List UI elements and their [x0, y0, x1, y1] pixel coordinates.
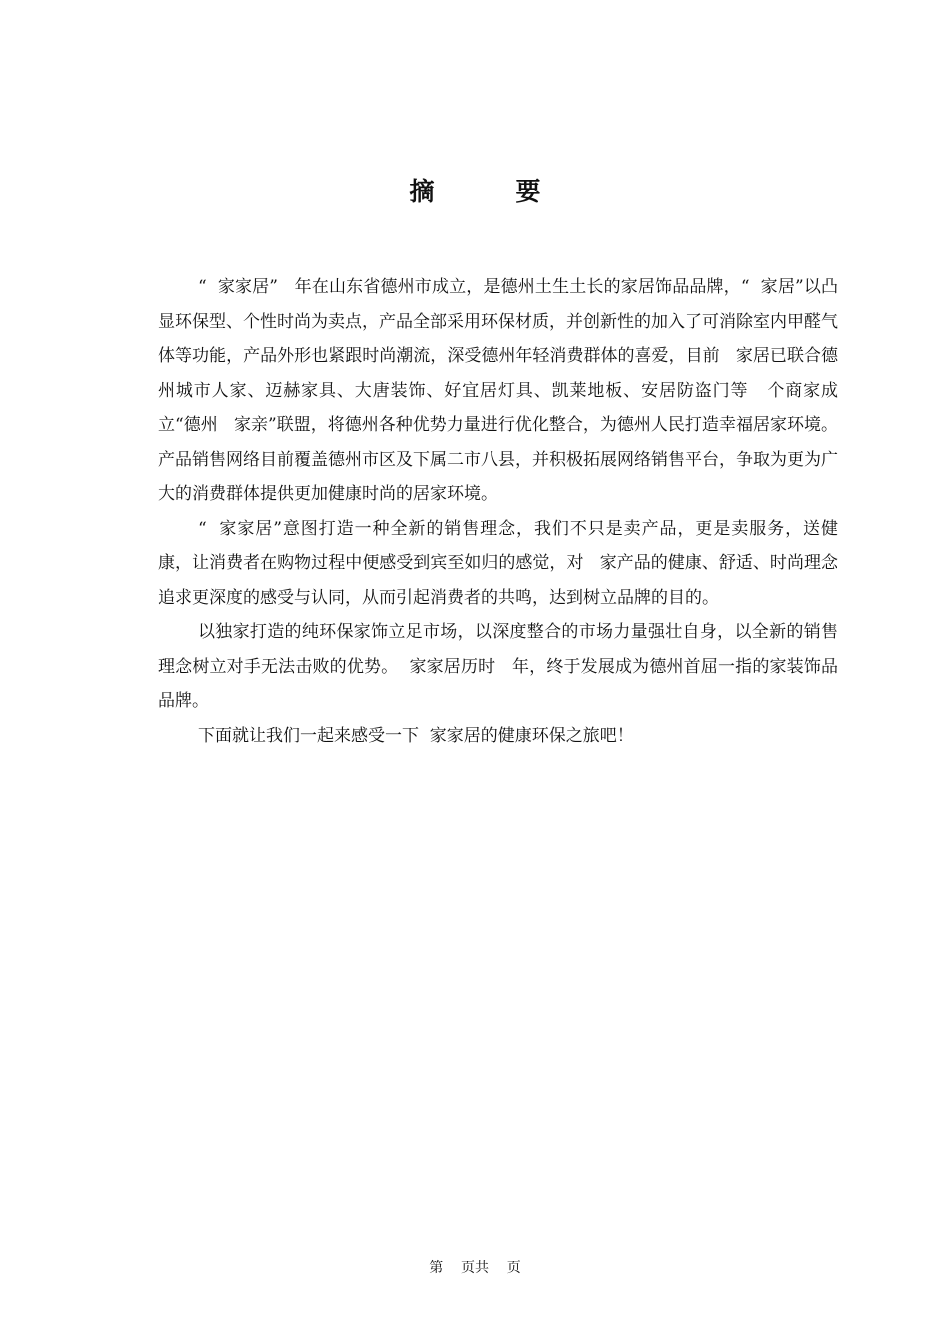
- page-footer: 第 页共 页: [429, 1260, 521, 1276]
- paragraph-sales-concept: “ 家家居”意图打造一种全新的销售理念，我们不只是卖产品，更是卖服务，送健康，让消费者在购物过程中便感受到宾至如归的感觉，对 家产品的健康、舒适、时尚理念追求更深度的感受与认同，从而引起消费者的共鸣，达到树立品牌的目的。: [158, 518, 838, 608]
- paragraph-intro: “ 家家居” 年在山东省德州市成立，是德州土生土长的家居饰品品牌，“ 家居”以凸显环保型、个性时尚为卖点，产品全部采用环保材质，并创新性的加入了可消除室内甲醛气体等功能，产品外形也紧跟时尚潮流，深受德州年轻消费群体的喜爱，目前 家居已联合德州城市人家、迈赫家具、大唐装饰、好宜居灯具、凯莱地板、安居防盗门等 个商家成立“德州 家亲”联盟，将德州各种优势力量进行优化整合，为德州人民打造幸福居家环境。产品销售网络目前覆盖德州市区及下属二市八县，并积极拓展网络销售平台，争取为更为广大的消费群体提供更加健康时尚的居家环境。: [158, 277, 838, 504]
- abstract-body: [158, 270, 838, 753]
- paragraph-market-position: 以独家打造的纯环保家饰立足市场，以深度整合的市场力量强壮自身，以全新的销售理念树立对手无法击败的优势。 家家居历时 年，终于发展成为德州首屈一指的家装饰品品牌。: [158, 622, 838, 711]
- paragraph-closing: 下面就让我们一起来感受一下 家家居的健康环保之旅吧！: [198, 725, 634, 746]
- page-title: 摘 要: [409, 177, 569, 206]
